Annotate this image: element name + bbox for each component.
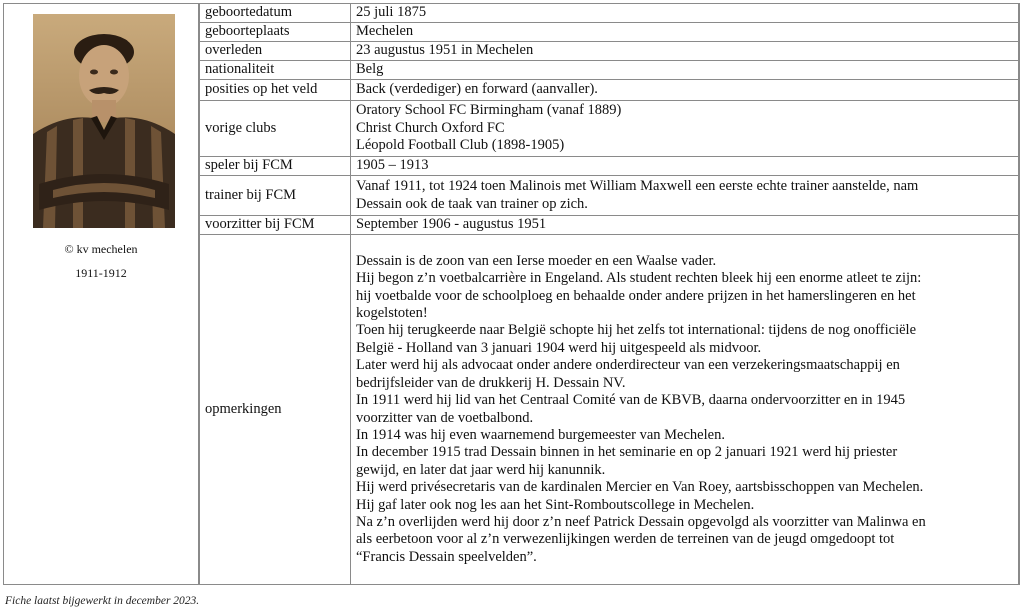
row-label-nationality: nationaliteit [200, 61, 351, 80]
row-value-player-years: 1905 – 1913 [351, 157, 1020, 176]
table-row [200, 4, 1020, 23]
table-row [200, 176, 1020, 216]
row-value-chairman: September 1906 - augustus 1951 [351, 216, 1020, 235]
club-line: Christ Church Oxford FC [356, 119, 505, 136]
table-row [200, 61, 1020, 80]
player-info-table [199, 3, 1020, 585]
row-value-birthplace: Mechelen [351, 23, 1020, 42]
row-label-previous-clubs: vorige clubs [200, 101, 351, 157]
row-label-remarks: opmerkingen [200, 235, 351, 585]
table-row [200, 216, 1020, 235]
row-value-nationality: Belg [351, 61, 1020, 80]
row-label-died: overleden [200, 42, 351, 61]
table-row [200, 157, 1020, 176]
row-value-trainer: Vanaf 1911, tot 1924 toen Malinois met William Maxwell een eerste echte trainer aanstelde, nam Dessain ook de taak van trainer op zich. [351, 176, 1020, 216]
row-value-remarks: Dessain is de zoon van een Ierse moeder en een Waalse vader. Hij begon z’n voetbalcarrière in Engeland. Als student rechten bleek hij een enorme atleet te zijn: hij voetbalde voor de schoolploeg en behaalde onder andere prijzen in het hamerslingeren en het kogelstoten! Toen hij terugkeerde naar België schopte hij het zelfs tot international: tijdens de nog onofficiële België - Holland van 3 januari 1904 werd hij uitgespeeld als midvoor. Later werd hij als advocaat onder andere onderdirecteur van een verzekeringsmaatschappij en bedrijfsleider van de drukkerij H. Dessain NV. In 1911 werd hij lid van het Centraal Comité van de KBVB, daarna ondervoorzitter en in 1945 voorzitter van de voetbalbond. In 1914 was hij even waarnemend burgemeester van Mechelen. In december 1915 trad Dessain binnen in het seminarie en op 2 januari 1921 werd hij priester gewijd, en later dat jaar werd hij kanunnik. Hij werd privésecretaris van de kardinalen Mercier en Van Roey, aartsbisschoppen van Mechelen. Hij gaf later ook nog les aan het Sint-Romboutscollege in Mechelen. Na z’n overlijden werd hij door z’n neef Patrick Dessain opgevolgd als voorzitter van Malinwa en als eerbetoon voor al z’n verwezenlijkingen werden de terreinen van de jeugd omgedoopt tot “Francis Dessain speelvelden”. [351, 235, 1020, 585]
row-label-chairman: voorzitter bij FCM [200, 216, 351, 235]
row-label-birthdate: geboortedatum [200, 4, 351, 23]
player-photo [33, 14, 175, 228]
row-label-trainer: trainer bij FCM [200, 176, 351, 216]
club-line: Léopold Football Club (1898-1905) [356, 137, 565, 154]
table-row [200, 80, 1020, 101]
row-label-birthplace: geboorteplaats [200, 23, 351, 42]
table-row [200, 235, 1020, 585]
photo-season: 1911-1912 [75, 266, 127, 280]
row-value-previous-clubs [351, 101, 1020, 157]
club-line: Oratory School FC Birmingham (vanaf 1889) [356, 102, 622, 119]
row-value-birthdate: 25 juli 1875 [351, 4, 1020, 23]
row-label-player-years: speler bij FCM [200, 157, 351, 176]
table-row [200, 42, 1020, 61]
row-value-died: 23 augustus 1951 in Mechelen [351, 42, 1020, 61]
row-value-positions: Back (verdediger) en forward (aanvaller). [351, 80, 1020, 101]
last-updated-note: Fiche laatst bijgewerkt in december 2023. [5, 595, 200, 607]
row-label-positions: posities op het veld [200, 80, 351, 101]
table-row [200, 101, 1020, 157]
photo-column [3, 3, 199, 585]
photo-credit: © kv mechelen [64, 242, 138, 256]
table-row [200, 23, 1020, 42]
